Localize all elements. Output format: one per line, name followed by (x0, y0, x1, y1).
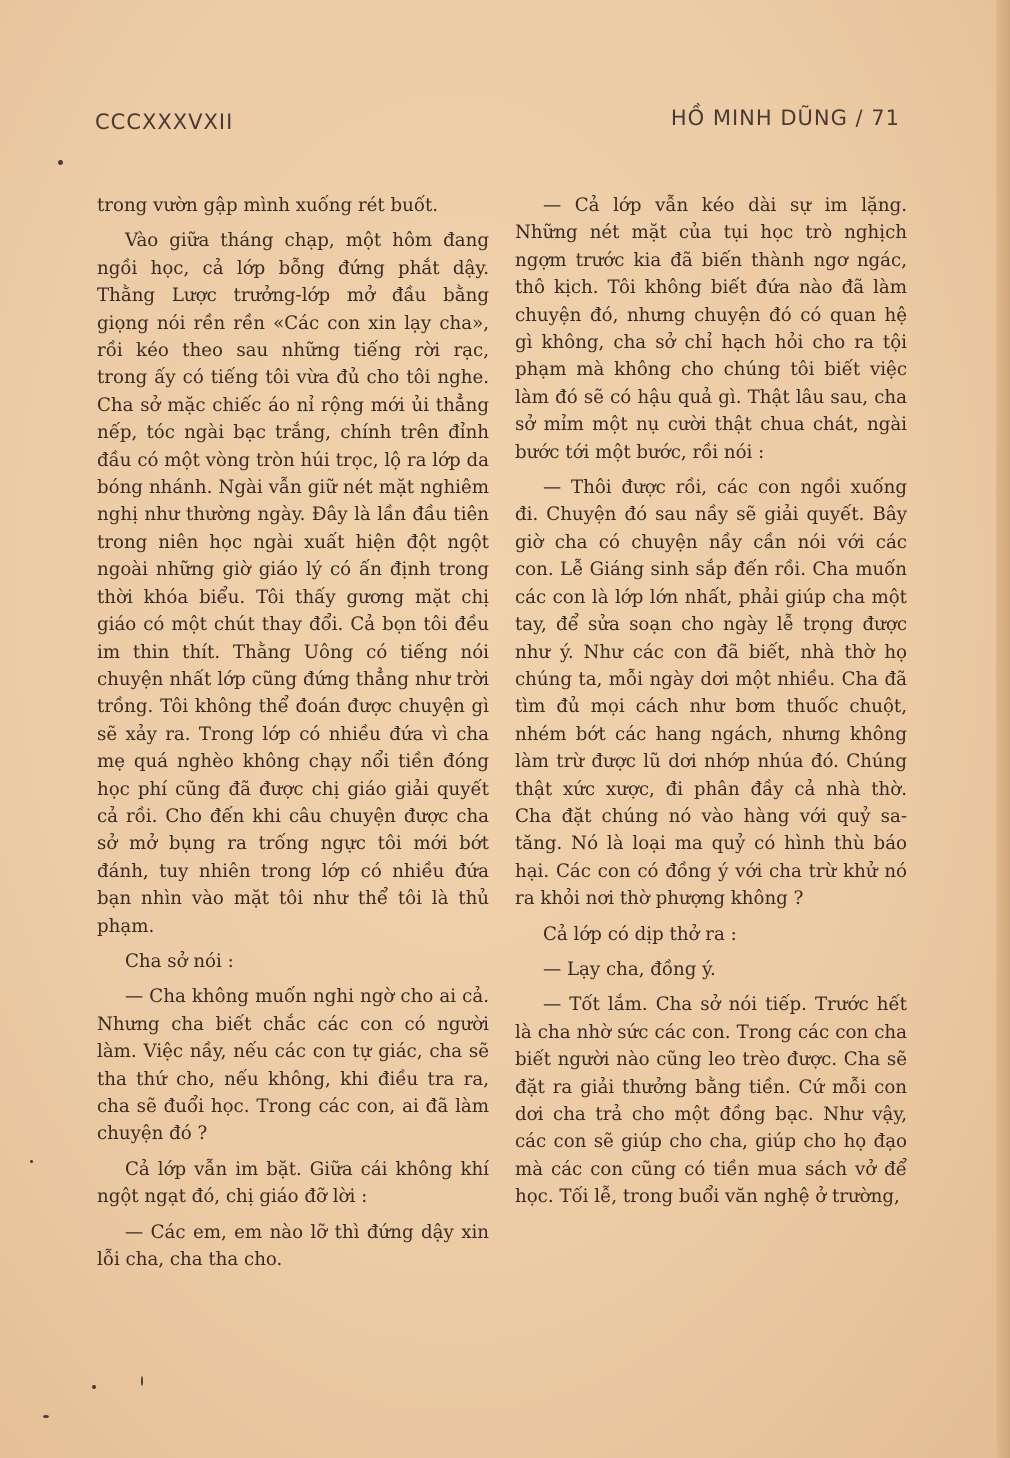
paragraph: — Các em, em nào lỡ thì đứng dậy xin lỗi cha, cha tha cho. (97, 1221, 489, 1271)
paragraph: — Cha không muốn nghi ngờ cho ai cả. Nhưng cha biết chắc các con có người làm. Việc nầy, nếu các con tự giác, cha sẽ tha thứ cho, nếu không, khi điều tra ra, cha sẽ đuổi học. Trong các con, ai đã làm chuyện đó ? (97, 986, 489, 1145)
page-edge (996, 0, 1010, 1458)
paragraph: Cả lớp vẫn im bặt. Giữa cái không khí ngột ngạt đó, chị giáo đỡ lời : (97, 1158, 489, 1208)
paragraph: — Cả lớp vẫn kéo dài sự im lặng. Những nét mặt của tụi học trò nghịch ngợm trước kia đã biến thành ngơ ngác, thô kịch. Tôi không biết đứa nào đã làm chuyện đó, nhưng chuyện đó có quan hệ gì không, cha sở chỉ hạch hỏi cho ra tội phạm mà không cho chúng tôi biết việc làm đó sẽ có hậu quả gì. Thật lâu sau, cha sở mỉm một nụ cười thật chua chát, ngài bước tới một bước, rồi nói : (515, 195, 907, 463)
paragraph: Vào giữa tháng chạp, một hôm đang ngồi học, cả lớp bỗng đứng phắt dậy. Thằng Lược trưởng-lớp mở đầu bằng giọng nói rền rền «Các con xin lạy cha», rồi kéo theo sau những tiếng rời rạc, trong ấy có tiếng tôi vừa đủ cho tôi nghe. Cha sở mặc chiếc áo nỉ rộng mới ủi thẳng nếp, tóc ngài bạc trắng, chính trên đỉnh đầu có một vòng tròn húi trọc, lộ ra lớp da bóng nhánh. Ngài vẫn giữ nét mặt nghiêm nghị như thường ngày. Đây là lần đầu tiên trong niên học ngài xuất hiện đột ngột ngoài những giờ giáo lý có ấn định trong thời khóa biểu. Tôi thấy gương mặt chị giáo có một chút thay đổi. Cả bọn tôi đều im thin thít. Thằng Uông có tiếng nói chuyện nhất lớp cũng đứng thẳng như trời trồng. Tôi không thể đoán được chuyện gì sẽ xảy ra. Trong lớp có nhiều đứa vì cha mẹ quá nghèo không chạy nổi tiền đóng học phí cũng đã được chị giáo giải quyết cả rồi. Cho đến khi câu chuyện được cha sở mở bụng ra trống ngực tôi mới bớt đánh, tuy nhiên trong lớp có nhiều đứa bạn nhìn vào mặt tôi như thể tôi là thủ phạm. (97, 230, 489, 937)
ink-speck (30, 1160, 33, 1163)
ink-speck (58, 160, 63, 165)
paragraph: Cả lớp có dịp thở ra : (543, 923, 737, 945)
paragraph: trong vườn gập mình xuống rét buốt. (97, 195, 439, 216)
ink-speck (92, 1385, 96, 1389)
paragraph: — Lạy cha, đồng ý. (543, 958, 716, 980)
paragraph: — Thôi được rồi, các con ngồi xuống đi. Chuyện đó sau nầy sẽ giải quyết. Bây giờ cha có chuyện nầy cần nói với các con. Lễ Giáng sinh sắp đến rồi. Cha muốn các con là lớp lớn nhất, phải giúp cha một tay, để sửa soạn cho ngày lễ trọng được như ý. Như các con đã biết, nhà thờ họ chúng ta, mỗi ngày dơi một nhiều. Cha đã tìm đủ mọi cách như bơm thuốc chuột, nhém bớt các hang ngách, nhưng không làm trừ được lũ dơi nhớp nhúa đó. Chúng thật xức xược, đi phân đầy cả nhà thờ. Cha đặt chúng nó vào hàng với quỷ sa-tăng. Nó là loại ma quỷ có hình thù báo hại. Các con có đồng ý với cha trừ khử nó ra khỏi nơi thờ phượng không ? (515, 477, 907, 910)
text-column-right (515, 192, 907, 1211)
paragraph: Cha sở nói : (125, 950, 234, 972)
running-header-left: CCCXXXVXII (95, 110, 234, 134)
running-header-page-number: HỒ MINH DŨNG / 71 (670, 106, 900, 130)
paragraph: — Tốt lắm. Cha sở nói tiếp. Trước hết là cha nhờ sức các con. Trong các con cha biết người nào cũng leo trèo được. Cha sẽ đặt ra giải thưởng bằng tiền. Cứ mỗi con dơi cha trả cho một đồng bạc. Như vậy, các con sẽ giúp cho cha, giúp cho họ đạo mà các con cũng có tiền mua sách vở để học. Tối lễ, trong buổi văn nghệ ở trường, (515, 994, 907, 1208)
ink-speck (43, 1415, 49, 1418)
ink-speck (141, 1376, 143, 1386)
text-column-left (97, 192, 489, 1273)
